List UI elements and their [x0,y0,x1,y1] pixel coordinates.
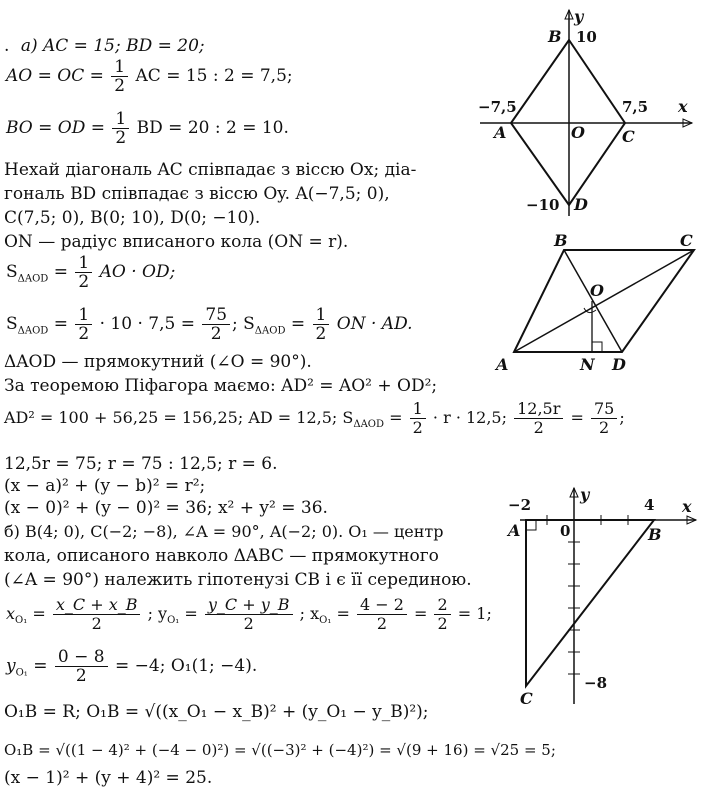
line-17: кола, описаного навколо ΔABC — прямокутного [4,546,439,566]
equals: = [290,314,306,334]
diagonal-bd [564,250,622,352]
line-9-area-calc [6,306,413,343]
frac-num: 75 [202,306,230,325]
fraction [75,254,92,291]
fraction [75,306,92,343]
frac-num: 1 [75,254,92,273]
vertex-a-label: A [494,123,507,142]
frac-den: 2 [315,324,327,344]
separator: ; x [299,604,320,623]
center-o-label: O [590,281,604,300]
var: x [6,604,16,623]
frac-num: 2 [434,596,450,615]
equals: = [53,262,68,282]
vertex-b-label: B [554,232,568,250]
frac-num: 1 [112,110,129,129]
area-subscript: ΔAOD [254,325,286,337]
vertex-b-label: B [548,27,562,46]
line-4: Нехай діагональ AC співпадає з віссю Ox; діа- [4,160,417,180]
frac-num: 1 [410,400,426,419]
line-7: ON — радіус вписаного кола (ON = r). [4,232,349,252]
diagonal-ac [514,250,694,352]
item-marker: . [4,36,10,56]
frac-den: 2 [533,418,544,437]
line-12-ad [4,400,625,437]
vertex-d-label: D [574,195,588,214]
x-axis-label: x [678,97,688,116]
line-22: O₁B = √((1 − 4)² + (−4 − 0)²) = √((−3)² + (−4)²) = √(9 + 16) = √25 = 5; [4,741,556,759]
vertex-c-label: C [520,689,533,708]
rhombus-coordinate-figure [470,4,700,224]
var-subscript: O₁ [15,615,28,627]
fraction [55,648,108,685]
area-subscript: ΔAOD [17,325,49,337]
eq-mid: · r · 12,5; [432,408,507,427]
eq-left: BO = OD = [6,118,106,138]
separator: ; y [147,604,168,623]
equals: = [389,408,403,427]
origin-o-label: O [571,123,585,142]
frac-den: 2 [75,666,87,686]
line-23: (x − 1)² + (y + 4)² = 25. [4,768,213,788]
tick-minus-8-label: −8 [584,674,608,692]
tick-minus-7-5-label: −7,5 [478,98,517,116]
line-5: гональ BD співпадає з віссю Oy. A(−7,5; 0), [4,184,390,204]
equals: = [32,604,46,623]
right-angle-mark-n [592,342,602,352]
area-subscript: ΔAOD [17,273,49,285]
equals: = [336,604,350,623]
vertex-a-label: A [508,521,521,540]
origin-0-label: 0 [560,522,571,540]
line-2-ao-oc [6,58,293,95]
rhombus-inscribed-radius-figure [484,232,702,372]
line-14: (x − a)² + (y − b)² = r²; [4,476,206,496]
frac-den: 2 [78,272,90,292]
line-15: (x − 0)² + (y − 0)² = 36; x² + y² = 36. [4,498,328,518]
frac-den: 2 [412,418,423,437]
eq-right: BD = 20 : 2 = 10. [136,118,289,138]
y-axis-label: y [580,485,590,504]
triangle-coordinate-figure [486,482,700,708]
fraction [514,400,563,437]
line-10: ΔAOD — прямокутний (∠O = 90°). [4,352,312,372]
triangle-abc [526,520,654,686]
vertex-b-label: B [648,525,662,544]
fraction [434,596,450,633]
fraction [202,306,230,343]
frac-num: 1 [75,306,92,325]
line-8-area [6,254,175,291]
eq-end: = 1; [457,604,492,623]
frac-num: y_C + y_B [205,596,293,615]
tick-minus-10-label: −10 [526,196,560,214]
frac-num: 75 [591,400,617,419]
vertex-a-label: A [496,355,509,372]
line-18: (∠A = 90°) належить гіпотенузі CB і є її серединою. [4,570,472,590]
line-16: б) B(4; 0), C(−2; −8), ∠A = 90°, A(−2; 0). O₁ — центр [4,522,444,541]
frac-den: 2 [210,324,222,344]
line-20-y-midpoint [6,648,257,685]
var-subscript: O₁ [15,667,28,679]
fraction [313,306,330,343]
frac-den: 2 [376,614,388,633]
fraction [410,400,426,437]
tick-4-label: 4 [644,496,655,514]
line-11: За теоремою Піфагора маємо: AD² = AO² + OD²; [4,376,438,396]
fraction [357,596,407,633]
equals: = [184,604,198,623]
line-19-midpoint [6,596,492,633]
right-angle-mark-a [526,520,536,530]
equals: = [413,604,428,623]
vertex-c-label: C [680,232,693,250]
fraction [591,400,617,437]
eq-left: AO = OC = [6,66,104,86]
area-symbol: S [6,314,18,334]
tick-minus-2-label: −2 [508,496,532,514]
point-n-label: N [580,355,595,372]
x-axis-label: x [682,497,692,516]
part-a-givens: а) AC = 15; BD = 20; [20,36,205,56]
eq-left: AD² = 100 + 56,25 = 156,25; AD = 12,5; S [4,408,354,427]
frac-num: 12,5r [514,400,563,419]
equals: = [53,314,68,334]
frac-den: 2 [437,614,448,633]
area-subscript: ΔAOD [353,419,385,431]
line-13: 12,5r = 75; r = 75 : 12,5; r = 6. [4,454,278,474]
frac-den: 2 [91,614,102,633]
frac-num: 1 [111,58,128,77]
fraction [111,58,128,95]
frac-num: 4 − 2 [357,596,407,615]
y-axis-label: y [574,7,584,26]
vertex-c-label: C [622,127,635,146]
fraction [53,596,141,633]
frac-den: 2 [115,128,127,148]
tick-7-5-label: 7,5 [622,98,649,116]
line-1 [4,36,205,56]
line-3-bo-od [6,110,289,147]
var-subscript: O₁ [319,615,332,627]
frac-den: 2 [599,418,610,437]
line-6: C(7,5; 0), B(0; 10), D(0; −10). [4,208,261,228]
equals: = [33,656,48,676]
separator: ; S [232,314,255,334]
eq-mid: · 10 · 7,5 = [99,314,195,334]
frac-num: 0 − 8 [55,648,108,667]
frac-num: x_C + x_B [53,596,141,615]
frac-den: 2 [114,76,126,96]
eq-end: = −4; O₁(1; −4). [114,656,258,676]
area-symbol: S [6,262,18,282]
fraction [205,596,293,633]
tick-10-label: 10 [576,28,597,46]
frac-den: 2 [243,614,254,633]
frac-num: 1 [313,306,330,325]
eq-end: ; [619,408,625,427]
eq-right: AO · OD; [99,262,176,282]
var: y [6,656,16,676]
frac-den: 2 [78,324,90,344]
eq-right: AC = 15 : 2 = 7,5; [135,66,293,86]
var-subscript: O₁ [167,615,180,627]
eq-right: ON · AD. [336,314,413,334]
fraction [112,110,129,147]
line-21: O₁B = R; O₁B = √((x_O₁ − x_B)² + (y_O₁ − y_B)²); [4,702,429,722]
equals: = [570,408,584,427]
vertex-d-label: D [612,355,626,372]
